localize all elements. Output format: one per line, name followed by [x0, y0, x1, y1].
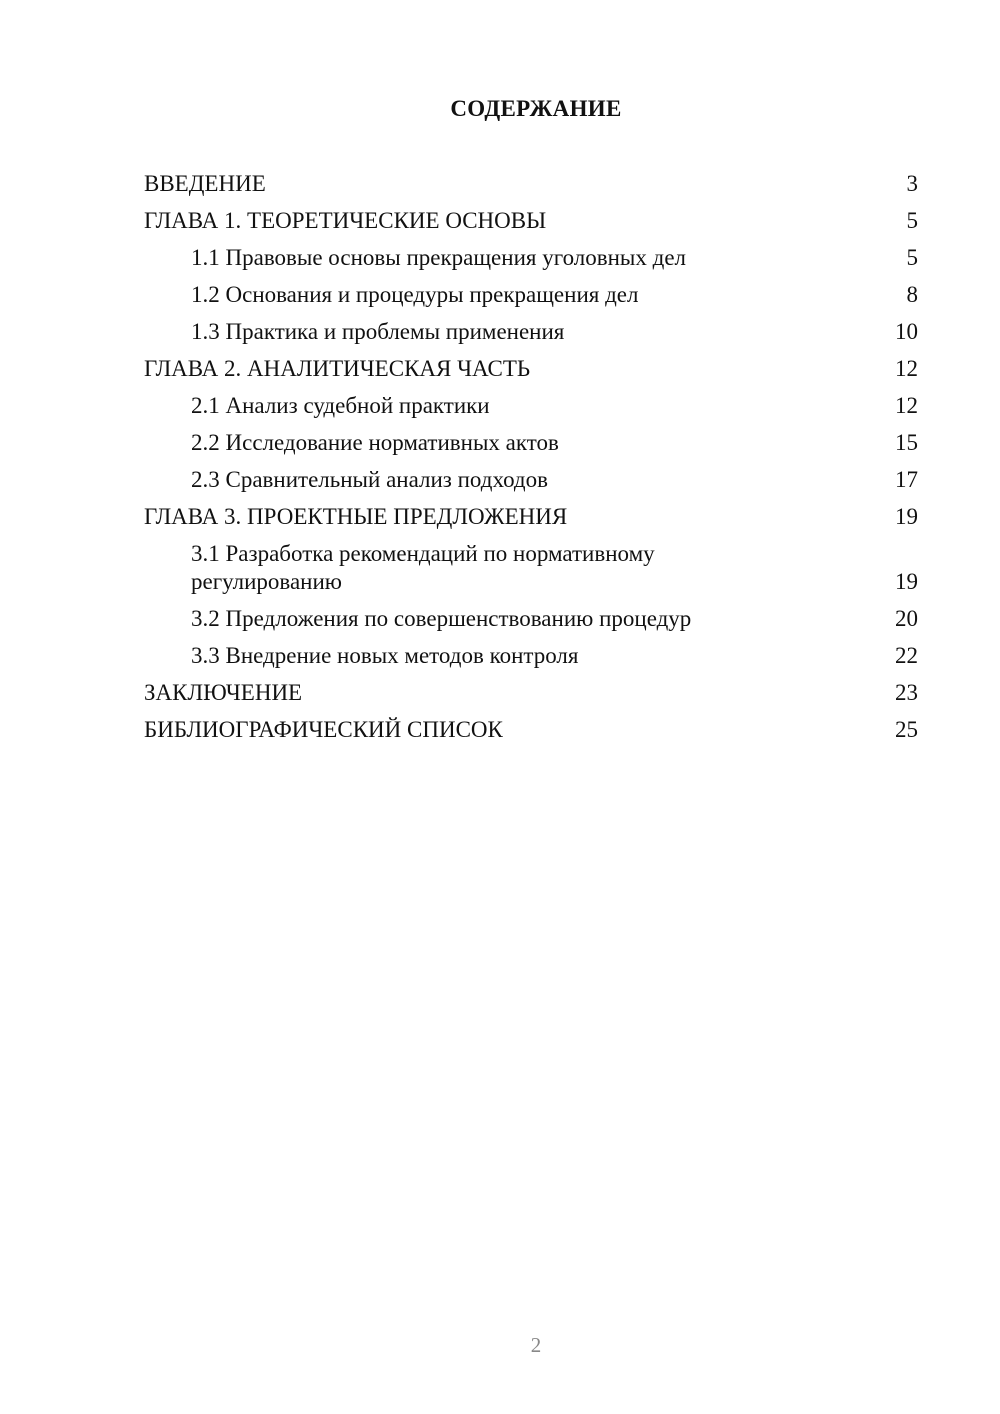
toc-entry-section-2-1[interactable]	[144, 392, 918, 429]
toc-entry-text: ГЛАВА 3. ПРОЕКТНЫЕ ПРЕДЛОЖЕНИЯ	[144, 504, 568, 529]
toc-entry-page: 10	[895, 319, 918, 344]
toc-entry-section-3-2[interactable]	[144, 605, 918, 642]
toc-entry-section-3-3[interactable]	[144, 642, 918, 679]
toc-entry-page: 20	[895, 606, 918, 631]
toc-entry-section-2-2[interactable]	[144, 429, 918, 466]
toc-entry-text: ГЛАВА 1. ТЕОРЕТИЧЕСКИЕ ОСНОВЫ	[144, 208, 547, 233]
toc-entry-chapter-2[interactable]	[144, 355, 918, 392]
toc-entry-text: 3.2 Предложения по совершенствованию процедур	[191, 606, 692, 631]
toc-entry-text: 1.1 Правовые основы прекращения уголовных дел	[191, 245, 687, 270]
page-title: СОДЕРЖАНИЕ	[450, 96, 622, 121]
toc-entry-text: 3.3 Внедрение новых методов контроля	[191, 643, 579, 668]
toc-entry-text: 2.1 Анализ судебной практики	[191, 393, 490, 418]
toc-entry-text: 1.3 Практика и проблемы применения	[191, 319, 565, 344]
toc-entry-text: ЗАКЛЮЧЕНИЕ	[144, 680, 303, 705]
toc-entry-page: 8	[906, 282, 918, 307]
toc-entry-chapter-1[interactable]	[144, 207, 918, 244]
toc-entry-page: 15	[895, 430, 918, 455]
page-number: 2	[530, 1333, 542, 1357]
toc-entry-page: 12	[895, 393, 918, 418]
toc-entry-text: 1.2 Основания и процедуры прекращения дел	[191, 282, 639, 307]
toc-entry-conclusion[interactable]	[144, 679, 918, 716]
table-of-contents	[144, 170, 918, 753]
toc-entry-page: 23	[895, 680, 918, 705]
toc-entry-page: 3	[906, 171, 918, 196]
toc-entry-text: ГЛАВА 2. АНАЛИТИЧЕСКАЯ ЧАСТЬ	[144, 356, 531, 381]
toc-entry-section-2-3[interactable]	[144, 466, 918, 503]
toc-entry-section-1-2[interactable]	[144, 281, 918, 318]
toc-entry-page: 17	[895, 467, 918, 492]
toc-entry-chapter-3[interactable]	[144, 503, 918, 540]
toc-entry-section-1-1[interactable]	[144, 244, 918, 281]
toc-entry-section-1-3[interactable]	[144, 318, 918, 355]
toc-entry-page: 25	[895, 717, 918, 742]
toc-entry-page: 19	[895, 569, 918, 594]
toc-entry-section-3-1[interactable]	[144, 540, 918, 605]
toc-entry-introduction[interactable]	[144, 170, 918, 207]
toc-entry-text: 2.3 Сравнительный анализ подходов	[191, 467, 548, 492]
toc-entry-text: 2.2 Исследование нормативных актов	[191, 430, 559, 455]
toc-entry-text: 3.1 Разработка рекомендаций по нормативному регулированию	[191, 541, 655, 594]
toc-entry-page: 19	[895, 504, 918, 529]
toc-entry-page: 5	[906, 208, 918, 233]
toc-entry-text: БИБЛИОГРАФИЧЕСКИЙ СПИСОК	[144, 717, 503, 742]
toc-entry-page: 5	[906, 245, 918, 270]
toc-entry-page: 22	[895, 643, 918, 668]
toc-entry-text: ВВЕДЕНИЕ	[144, 171, 266, 196]
toc-entry-page: 12	[895, 356, 918, 381]
toc-entry-bibliography[interactable]	[144, 716, 918, 753]
